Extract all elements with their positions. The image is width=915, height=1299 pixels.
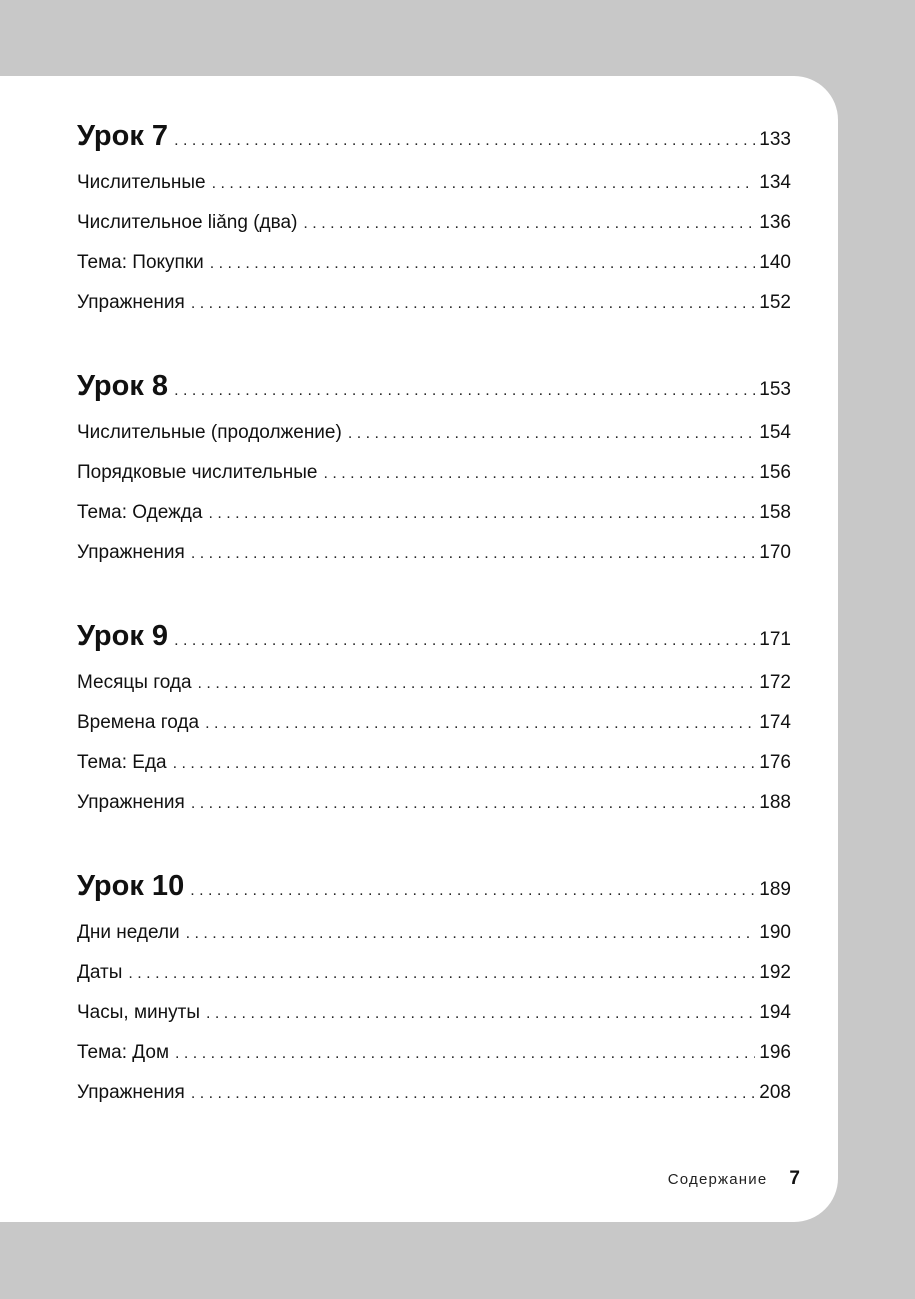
dot-leader <box>124 965 755 983</box>
toc-entry[interactable] <box>77 1082 791 1122</box>
lesson-title: Урок 7 <box>77 120 169 152</box>
toc-entry[interactable] <box>77 502 791 542</box>
lesson-page-number: 133 <box>759 129 791 150</box>
toc-entry-label: Месяцы года <box>77 672 192 693</box>
dot-leader <box>170 382 755 400</box>
toc-entry[interactable] <box>77 922 791 962</box>
toc-entry-page: 196 <box>759 1042 791 1063</box>
toc-entry-label: Тема: Одежда <box>77 502 203 523</box>
dot-leader <box>299 215 755 233</box>
toc-entry-label: Упражнения <box>77 542 185 563</box>
toc-entry[interactable] <box>77 252 791 292</box>
toc-entry-page: 188 <box>759 792 791 813</box>
dot-leader <box>194 675 755 693</box>
lesson-heading-row[interactable] <box>77 620 791 672</box>
toc-entry[interactable] <box>77 542 791 582</box>
dot-leader <box>206 255 755 273</box>
toc-entry[interactable] <box>77 212 791 252</box>
dot-leader <box>171 1045 755 1063</box>
toc-entry-label: Числительные <box>77 172 206 193</box>
toc-entry[interactable] <box>77 792 791 832</box>
toc-entry-page: 176 <box>759 752 791 773</box>
toc-entry[interactable] <box>77 422 791 462</box>
toc-entry-page: 154 <box>759 422 791 443</box>
page-footer <box>0 1168 800 1190</box>
dot-leader <box>208 175 755 193</box>
footer-section-label: Содержание <box>667 1171 768 1188</box>
toc-entry-label: Тема: Покупки <box>77 252 204 273</box>
toc-entry-page: 158 <box>759 502 791 523</box>
toc-entry[interactable] <box>77 1002 791 1042</box>
lesson-title: Урок 10 <box>77 870 185 902</box>
lesson-heading-row[interactable] <box>77 370 791 422</box>
dot-leader <box>187 545 755 563</box>
lesson-section <box>77 870 791 1122</box>
toc-entry[interactable] <box>77 1042 791 1082</box>
toc-entry-label: Упражнения <box>77 1082 185 1103</box>
toc-entry[interactable] <box>77 462 791 502</box>
toc-entry[interactable] <box>77 172 791 212</box>
book-page <box>0 76 838 1222</box>
toc-entry-page: 140 <box>759 252 791 273</box>
toc-entry-label: Упражнения <box>77 792 185 813</box>
lesson-title: Урок 8 <box>77 370 169 402</box>
toc-entry-label: Числительные (продолжение) <box>77 422 342 443</box>
dot-leader <box>169 755 755 773</box>
toc-entry-page: 190 <box>759 922 791 943</box>
toc-entry-label: Тема: Еда <box>77 752 167 773</box>
dot-leader <box>319 465 755 483</box>
toc-entry[interactable] <box>77 672 791 712</box>
toc-entry-page: 174 <box>759 712 791 733</box>
dot-leader <box>187 795 755 813</box>
toc-entry-label: Времена года <box>77 712 200 733</box>
toc-entry-page: 136 <box>759 212 791 233</box>
lesson-page-number: 171 <box>759 629 791 650</box>
toc-entry-page: 172 <box>759 672 791 693</box>
toc-entry[interactable] <box>77 712 791 752</box>
toc-entry-label: Упражнения <box>77 292 185 313</box>
lesson-page-number: 153 <box>759 379 791 400</box>
dot-leader <box>187 295 755 313</box>
dot-leader <box>170 632 755 650</box>
dot-leader <box>170 132 755 150</box>
toc-entry-page: 192 <box>759 962 791 983</box>
lesson-section <box>77 370 791 582</box>
lesson-section <box>77 620 791 832</box>
lesson-page-number: 189 <box>759 879 791 900</box>
table-of-contents <box>77 120 791 1160</box>
dot-leader <box>202 1005 755 1023</box>
dot-leader <box>182 925 755 943</box>
toc-entry-page: 208 <box>759 1082 791 1103</box>
lesson-heading-row[interactable] <box>77 870 791 922</box>
dot-leader <box>186 882 755 900</box>
toc-entry[interactable] <box>77 292 791 332</box>
dot-leader <box>344 425 755 443</box>
toc-entry-page: 156 <box>759 462 791 483</box>
lesson-heading-row[interactable] <box>77 120 791 172</box>
lesson-section <box>77 120 791 332</box>
toc-entry[interactable] <box>77 962 791 1002</box>
lesson-title: Урок 9 <box>77 620 169 652</box>
toc-entry[interactable] <box>77 752 791 792</box>
toc-entry-label: Даты <box>77 962 123 983</box>
dot-leader <box>187 1085 755 1103</box>
footer-page-number: 7 <box>789 1168 800 1189</box>
toc-entry-page: 152 <box>759 292 791 313</box>
toc-entry-label: Числительное liǎng (два) <box>77 212 298 233</box>
dot-leader <box>204 505 755 523</box>
toc-entry-label: Порядковые числительные <box>77 462 318 483</box>
dot-leader <box>201 715 755 733</box>
toc-entry-page: 170 <box>759 542 791 563</box>
toc-entry-label: Тема: Дом <box>77 1042 170 1063</box>
toc-entry-page: 194 <box>759 1002 791 1023</box>
toc-entry-label: Дни недели <box>77 922 180 943</box>
toc-entry-label: Часы, минуты <box>77 1002 200 1023</box>
toc-entry-page: 134 <box>759 172 791 193</box>
